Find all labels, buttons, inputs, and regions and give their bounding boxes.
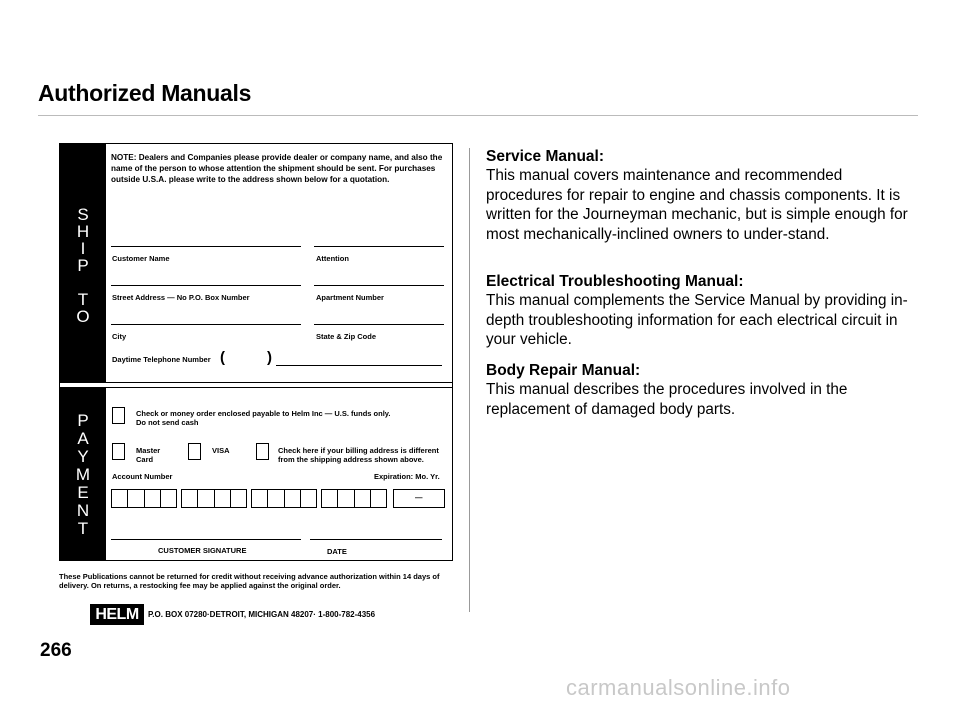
attention-label: Attention [316,254,349,263]
page-number: 266 [40,640,72,661]
mastercard-checkbox[interactable] [112,443,125,460]
state-zip-line[interactable] [314,324,444,325]
signature-line[interactable] [111,539,301,540]
attention-line[interactable] [314,246,444,247]
electrical-manual-heading: Electrical Troubleshooting Manual: [486,273,744,290]
payment-letter: E [77,483,89,502]
watermark: carmanualsonline.info [566,675,791,700]
payment-letter: M [75,465,91,484]
helm-address: P.O. BOX 07280·DETROIT, MICHIGAN 48207· 1-800-782-4356 [148,610,376,619]
section-gap [60,382,452,388]
expiration-dash: — [415,493,423,502]
visa-checkbox[interactable] [188,443,201,460]
phone-label: Daytime Telephone Number [112,355,211,364]
check-money-order-checkbox[interactable] [112,407,125,424]
signature-label: CUSTOMER SIGNATURE [158,546,247,555]
electrical-manual-text: This manual complements the Service Manual by providing in-depth troubleshooting information for each electrical circuit in your vehicle. [486,292,908,348]
area-code-open: ( [220,349,225,366]
date-label: DATE [327,547,347,556]
ship-letter: S [77,205,89,224]
area-code-close: ) [267,349,272,366]
payment-letter: Y [77,447,89,466]
title-divider [38,115,918,116]
account-number-group[interactable] [111,489,177,508]
payment-letter: N [76,501,90,520]
ship-to-band [60,144,106,382]
order-form [59,143,453,561]
return-disclaimer: These Publications cannot be returned for credit without receiving advance authorization within 14 days of delivery. On returns, a restocking fee may be applied against the original order. [59,572,440,590]
billing-address-checkbox[interactable] [256,443,269,460]
payment-band [60,388,106,560]
ship-letter: I [80,239,86,258]
apartment-label: Apartment Number [316,293,384,302]
visa-label: VISA [212,446,230,455]
account-number-group[interactable] [251,489,317,508]
expiration-label: Expiration: Mo. Yr. [374,472,440,481]
customer-name-label: Customer Name [112,254,170,263]
page-title: Authorized Manuals [38,80,252,106]
account-number-label: Account Number [112,472,173,481]
service-manual-heading: Service Manual: [486,148,605,165]
ship-letter: T [77,290,89,309]
city-line[interactable] [111,324,301,325]
billing-address-label: Check here if your billing address is different from the shipping address shown above. [278,446,439,464]
service-manual-text: This manual covers maintenance and recommended procedures for repair to engine and chassis components. It is written for the Journeyman mechanic, but is simple enough for most mechanically-inclined owners to under-stand. [486,167,908,243]
ship-letter: O [76,307,90,326]
ship-letter: P [77,256,89,275]
payment-letter: A [77,429,89,448]
city-label: City [112,332,127,341]
column-divider [469,148,470,612]
state-zip-label: State & Zip Code [316,332,377,341]
account-number-group[interactable] [321,489,387,508]
street-address-line[interactable] [111,285,301,286]
payment-letter: T [77,519,89,538]
street-address-label: Street Address — No P.O. Box Number [112,293,250,302]
no-cash-label: Do not send cash [136,418,199,427]
account-number-group[interactable] [181,489,247,508]
check-money-order-label: Check or money order enclosed payable to Helm Inc — U.S. funds only. [136,409,391,418]
payment-letter: P [77,411,89,430]
customer-name-line[interactable] [111,246,301,247]
body-repair-manual-heading: Body Repair Manual: [486,362,641,379]
body-repair-manual-text: This manual describes the procedures involved in the replacement of damaged body parts. [486,381,848,418]
apartment-line[interactable] [314,285,444,286]
dealer-note: NOTE: Dealers and Companies please provide dealer or company name, and also the name of the person to whose attention the shipment should be sent. For purchases outside U.S.A. please write to the address shown below for a quotation. [111,153,443,184]
date-line[interactable] [310,539,442,540]
helm-logo: HELM [90,604,144,625]
mastercard-label: Master Card [136,446,161,464]
phone-line[interactable] [276,365,442,366]
ship-letter: H [76,222,90,241]
